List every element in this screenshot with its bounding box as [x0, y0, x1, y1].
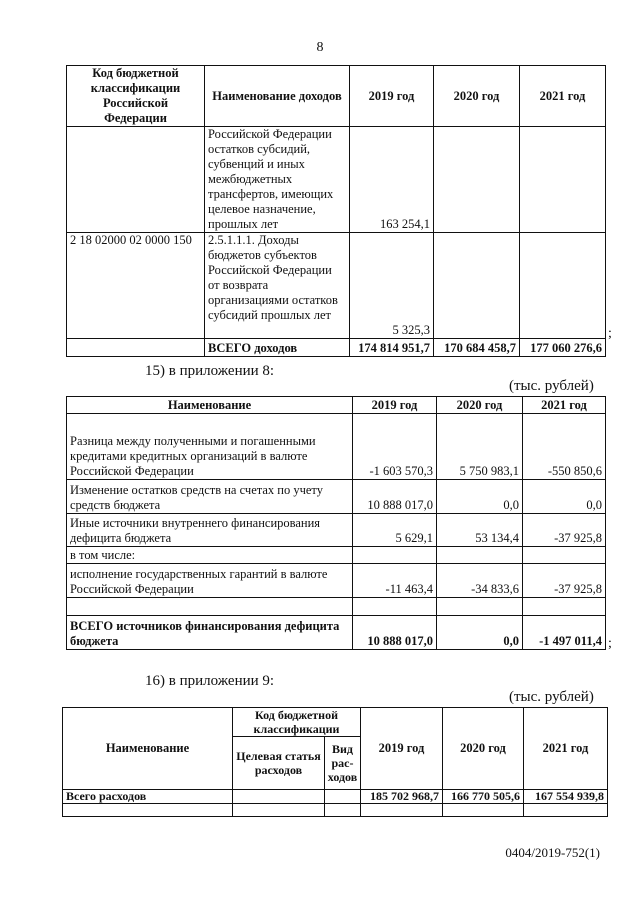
row-value-2021 — [520, 233, 606, 339]
row-value-2021 — [523, 547, 606, 564]
header-2021: 2021 год — [520, 66, 606, 127]
header-2019: 2019 год — [353, 397, 437, 414]
row-value-2020 — [434, 127, 520, 233]
table-row — [67, 598, 606, 616]
header-2020: 2020 год — [437, 397, 523, 414]
row-value-2020 — [437, 547, 523, 564]
row-name: 2.5.1.1.1. Доходы бюджетов субъектов Российской Федерации от возврата организациями остатков субсидий прошлых лет — [205, 233, 350, 339]
total-type — [325, 790, 361, 804]
header-code-group: Код бюджетной классификации — [233, 708, 361, 737]
header-2019: 2019 год — [350, 66, 434, 127]
table-row — [67, 414, 606, 480]
row-value-2020: 5 750 983,1 — [437, 414, 523, 480]
table-row — [67, 480, 606, 514]
header-name: Наименование — [67, 397, 353, 414]
table-header-row — [67, 66, 606, 127]
total-2019: 174 814 951,7 — [350, 339, 434, 357]
row-value-2019: 5 629,1 — [353, 514, 437, 547]
row-value-2020 — [437, 598, 523, 616]
row-code: 2 18 02000 02 0000 150 — [67, 233, 205, 339]
page-number: 8 — [316, 40, 324, 55]
row-value-2021 — [520, 127, 606, 233]
table-row — [67, 233, 606, 339]
row-value-2021: -37 925,8 — [523, 514, 606, 547]
row-value-2021: -37 925,8 — [523, 564, 606, 598]
header-name: Наименование доходов — [205, 66, 350, 127]
total-row — [63, 790, 608, 804]
row-value-2019 — [353, 547, 437, 564]
table-row — [67, 547, 606, 564]
row-value-2021 — [523, 598, 606, 616]
row-code — [67, 127, 205, 233]
row-name: Разница между полученными и погашенными кредитами кредитных организаций в валюте Российской Федерации — [67, 414, 353, 480]
header-2020: 2020 год — [434, 66, 520, 127]
row-value-2020: 0,0 — [437, 480, 523, 514]
total-2021: 177 060 276,6 — [520, 339, 606, 357]
semicolon: ; — [608, 326, 612, 341]
total-label: ВСЕГО доходов — [205, 339, 350, 357]
unit-label: (тыс. рублей) — [509, 378, 594, 394]
semicolon: ; — [608, 636, 612, 651]
row-value-2019 — [353, 598, 437, 616]
total-2019: 10 888 017,0 — [353, 616, 437, 650]
row-value-2020: -34 833,6 — [437, 564, 523, 598]
header-target-article: Целевая статья расходов — [233, 737, 325, 790]
row-value-2019: -11 463,4 — [353, 564, 437, 598]
total-2020: 170 684 458,7 — [434, 339, 520, 357]
total-2021: 167 554 939,8 — [524, 790, 608, 804]
section-heading: 15) в приложении 8: — [145, 363, 275, 379]
row-value-2020 — [434, 233, 520, 339]
row-name — [67, 598, 353, 616]
header-2021: 2021 год — [523, 397, 606, 414]
total-2019: 185 702 968,7 — [361, 790, 443, 804]
table-header-row — [67, 397, 606, 414]
header-code: Код бюджетной классификации Российской Федерации — [67, 66, 205, 127]
unit-label: (тыс. рублей) — [509, 689, 594, 705]
row-name: в том числе: — [67, 547, 353, 564]
row-name: Изменение остатков средств на счетах по учету средств бюджета — [67, 480, 353, 514]
row-name: исполнение государственных гарантий в валюте Российской Федерации — [67, 564, 353, 598]
header-2019: 2019 год — [361, 708, 443, 790]
header-2021: 2021 год — [524, 708, 608, 790]
row-name: Иные источники внутреннего финансирования дефицита бюджета — [67, 514, 353, 547]
table-row — [67, 564, 606, 598]
section-heading: 16) в приложении 9: — [145, 673, 275, 689]
row-value-2019: -1 603 570,3 — [353, 414, 437, 480]
table-row — [67, 514, 606, 547]
total-2020: 0,0 — [437, 616, 523, 650]
revenue-table — [66, 65, 606, 357]
row-value-2021: 0,0 — [523, 480, 606, 514]
total-row — [67, 339, 606, 357]
total-label: ВСЕГО источников финансирования дефицита бюджета — [67, 616, 353, 650]
row-value-2019: 163 254,1 — [350, 127, 434, 233]
total-row — [67, 616, 606, 650]
table-header-row — [63, 708, 608, 737]
header-expense-type: Вид рас-ходов — [325, 737, 361, 790]
header-name: Наименование — [63, 708, 233, 790]
row-value-2020: 53 134,4 — [437, 514, 523, 547]
total-2020: 166 770 505,6 — [443, 790, 524, 804]
document-code: 0404/2019-752(1) — [505, 845, 600, 860]
expenditure-table — [62, 707, 608, 817]
row-value-2021: -550 850,6 — [523, 414, 606, 480]
table-row — [63, 804, 608, 817]
financing-sources-table — [66, 396, 606, 650]
table-row — [67, 127, 606, 233]
row-value-2019: 10 888 017,0 — [353, 480, 437, 514]
total-target — [233, 790, 325, 804]
header-2020: 2020 год — [443, 708, 524, 790]
row-value-2019: 5 325,3 — [350, 233, 434, 339]
total-label: Всего расходов — [63, 790, 233, 804]
total-2021: -1 497 011,4 — [523, 616, 606, 650]
row-name: Российской Федерации остатков субсидий, субвенций и иных межбюджетных трансфертов, имеющих целевое назначение, прошлых лет — [205, 127, 350, 233]
